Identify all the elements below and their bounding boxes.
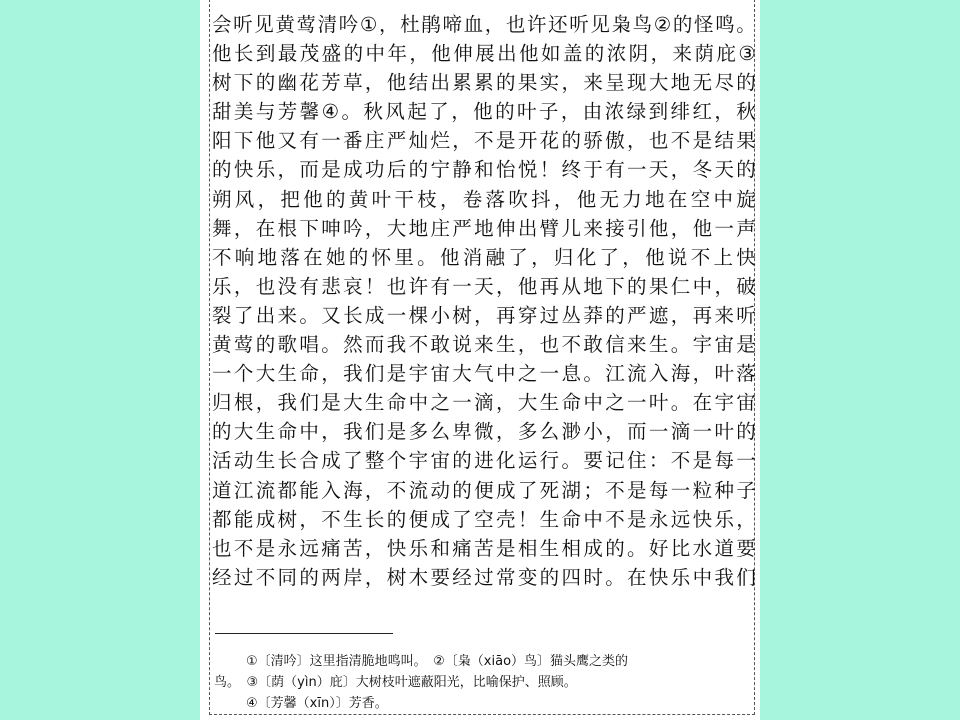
text-line: 一个大生命，我们是宇宙大气中之一息。江流入海，叶落 bbox=[212, 362, 756, 386]
text-line: 不响地落在她的怀里。他消融了，归化了，他说不上快 bbox=[212, 245, 756, 269]
text-line: 甜美与芳馨④。秋风起了，他的叶子，由浓绿到绯红，秋 bbox=[212, 100, 756, 124]
body-text bbox=[212, 10, 756, 592]
footnote-text: ④〔芳馨（xīn）〕芳香。 bbox=[246, 696, 388, 711]
text-line: 经过不同的两岸，树木要经过常变的四时。在快乐中我们 bbox=[212, 565, 756, 589]
text-line: 黄莺的歌唱。然而我不敢说来生，也不敢信来生。宇宙是 bbox=[212, 333, 756, 357]
footnote-text: ①〔清吟〕这里指清脆地鸣叫。 ②〔枭（xiāo）鸟〕猫头鹰之类的 bbox=[246, 654, 629, 669]
footnotes bbox=[214, 651, 754, 714]
text-line: 阳下他又有一番庄严灿烂，不是开花的骄傲，也不是结果 bbox=[212, 129, 756, 153]
text-line: 乐，也没有悲哀！也许有一天，他再从地下的果仁中，破 bbox=[212, 274, 756, 298]
text-line: 道江流都能入海，不流动的便成了死湖；不是每一粒种子 bbox=[212, 478, 756, 502]
text-line: 都能成树，不生长的便成了空壳！生命中不是永远快乐， bbox=[212, 507, 756, 531]
document-page bbox=[200, 0, 760, 720]
text-line: 归根，我们是大生命中之一滴，大生命中之一叶。在宇宙 bbox=[212, 391, 756, 415]
footnote-text: 鸟。 ③〔荫（yìn）庇〕大树枝叶遮蔽阳光，比喻保护、照顾。 bbox=[214, 675, 577, 690]
text-line: 活动生长合成了整个宇宙的进化运行。要记住：不是每一 bbox=[212, 449, 756, 473]
text-line: 他长到最茂盛的中年，他伸展出他如盖的浓阴，来荫庇③ bbox=[212, 42, 756, 66]
text-line: 的快乐，而是成功后的宁静和怡悦！终于有一天，冬天的 bbox=[212, 158, 756, 182]
footnote-divider bbox=[215, 633, 393, 634]
text-line: 的大生命中，我们是多么卑微，多么渺小，而一滴一叶的 bbox=[212, 420, 756, 444]
footnote-line bbox=[214, 693, 754, 714]
footnote-line bbox=[214, 651, 754, 672]
text-line: 朔风，把他的黄叶干枝，卷落吹抖，他无力地在空中旋 bbox=[212, 187, 756, 211]
footnote-line bbox=[214, 672, 754, 693]
text-line: 树下的幽花芳草，他结出累累的果实，来呈现大地无尽的 bbox=[212, 71, 756, 95]
text-line: 也不是永远痛苦，快乐和痛苦是相生相成的。好比水道要 bbox=[212, 536, 756, 560]
text-line: 裂了出来。又长成一棵小树，再穿过丛莽的严遮，再来听 bbox=[212, 303, 756, 327]
text-line: 会听见黄莺清吟①，杜鹃啼血，也许还听见枭鸟②的怪鸣。 bbox=[212, 13, 756, 36]
text-line: 舞，在根下呻吟，大地庄严地伸出臂儿来接引他，他一声 bbox=[212, 216, 756, 240]
